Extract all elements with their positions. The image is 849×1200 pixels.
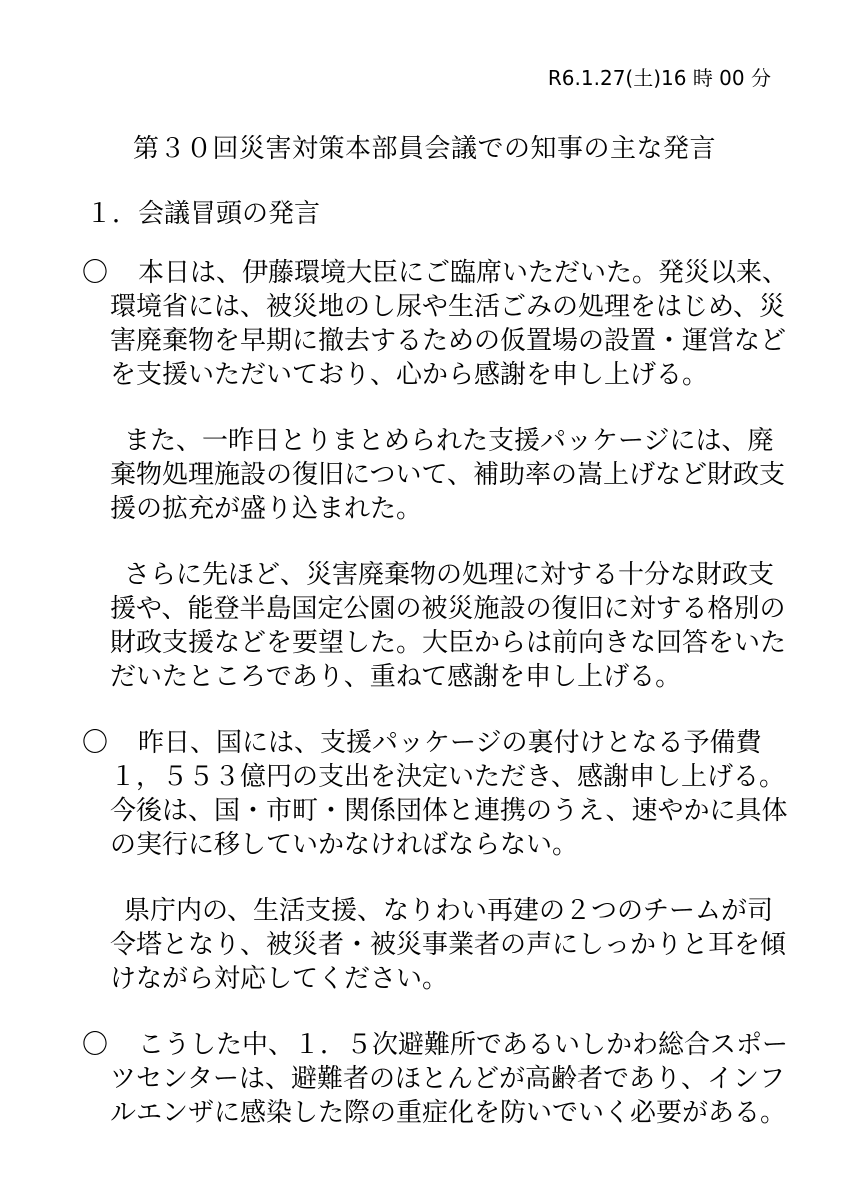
bullet-mark: 〇 bbox=[82, 728, 109, 758]
paragraph-line: ツセンターは、避難者のほとんどが高齢者であり、インフ bbox=[110, 1064, 785, 1094]
paragraph-line: こうした中、１．５次避難所であるいしかわ総合スポー bbox=[138, 1030, 789, 1060]
document-title: 第３０回災害対策本部員会議での知事の主な発言 bbox=[132, 134, 716, 164]
paragraph-line: 援や、能登半島国定公園の被災施設の復旧に対する格別の bbox=[110, 594, 786, 624]
paragraph-line: 昨日、国には、支援パッケージの裏付けとなる予備費 bbox=[138, 728, 762, 758]
paragraph-line: 本日は、伊藤環境大臣にご臨席いただいた。発災以来、 bbox=[138, 258, 789, 288]
paragraph-line: 財政支援などを要望した。大臣からは前向きな回答をいた bbox=[110, 628, 787, 658]
document-date: R6.1.27(土)16 時 00 分 bbox=[547, 66, 771, 90]
paragraph-line: 棄物処理施設の復旧について、補助率の嵩上げなど財政支 bbox=[110, 460, 785, 490]
paragraph-line: 環境省には、被災地のし尿や生活ごみの処理をはじめ、災 bbox=[110, 292, 785, 322]
paragraph-line: 今後は、国・市町・関係団体と連携のうえ、速やかに具体 bbox=[110, 796, 788, 826]
paragraph-line: 援の拡充が盛り込まれた。 bbox=[110, 494, 423, 524]
paragraph-line: を支援いただいており、心から感謝を申し上げる。 bbox=[110, 360, 709, 390]
paragraph-line: 害廃棄物を早期に撤去するための仮置場の設置・運営など bbox=[110, 326, 787, 356]
paragraph-line: けながら対応してください。 bbox=[110, 964, 449, 994]
bullet-mark: 〇 bbox=[82, 258, 109, 288]
paragraph-line: さらに先ほど、災害廃棄物の処理に対する十分な財政支 bbox=[124, 560, 775, 590]
bullet-mark: 〇 bbox=[82, 1030, 109, 1060]
paragraph-line: １，５５３億円の支出を決定いただき、感謝申し上げる。 bbox=[110, 762, 785, 792]
paragraph-line: だいたところであり、重ねて感謝を申し上げる。 bbox=[110, 662, 682, 692]
paragraph-line: 県庁内の、生活支援、なりわい再建の２つのチームが司 bbox=[124, 896, 773, 926]
paragraph-line: ルエンザに感染した際の重症化を防いでいく必要がある。 bbox=[110, 1098, 787, 1128]
section-heading: １．会議冒頭の発言 bbox=[86, 199, 321, 229]
paragraph-line: また、一昨日とりまとめられた支援パッケージには、廃 bbox=[124, 426, 774, 456]
paragraph-line: 令塔となり、被災者・被災事業者の声にしっかりと耳を傾 bbox=[110, 930, 787, 960]
paragraph-line: の実行に移していかなければならない。 bbox=[110, 830, 579, 860]
